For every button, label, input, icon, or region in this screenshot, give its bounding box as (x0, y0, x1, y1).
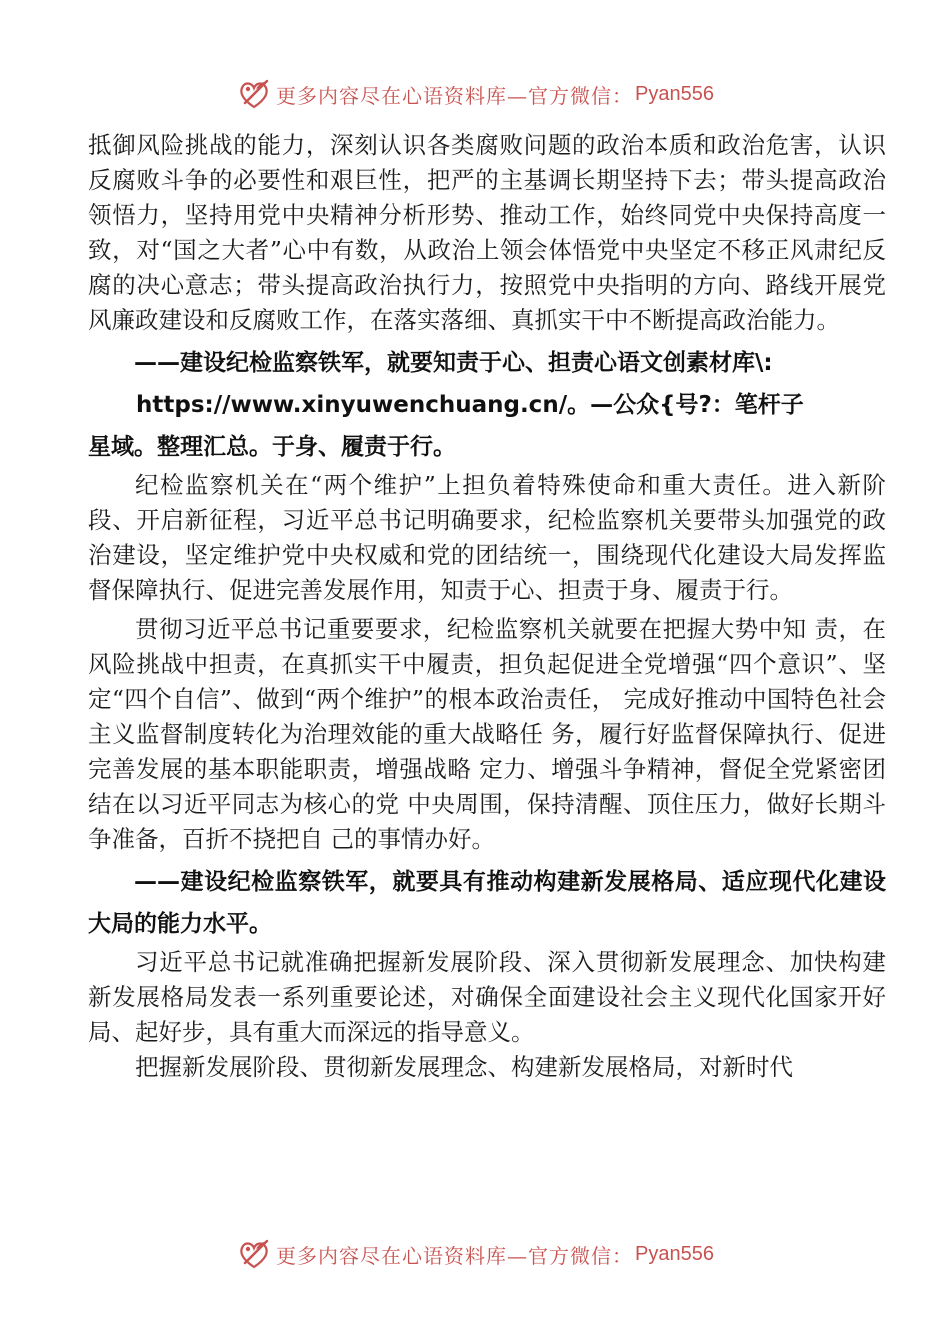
quill-heart-logo-icon (236, 1236, 272, 1272)
paragraph-4: 习近平总书记就准确把握新发展阶段、深入贯彻新发展理念、加快构建新发展格局发表一系列重要论述，对确保全面建设社会主义现代化国家开好局、起好步，具有重大而深远的指导意义。 (88, 948, 886, 1046)
paragraph-1: 抵御风险挑战的能力，深刻认识各类腐败问题的政治本质和政治危害，认识反腐败斗争的必要性和艰巨性，把严的主基调长期坚持下去；带头提高政治领悟力，坚持用党中央精神分析形势、推动工作，始终同党中央保持高度一致，对“国之大者”心中有数，从政治上领会体悟党中央坚定不移正风肃纪反腐的决心意志；带头提高政治执行力，按照党中央指明的方向、路线开展党风廉政建设和反腐败工作，在落实落细、真抓实干中不断提高政治能力。 (88, 131, 886, 334)
heading-1-line-3: 星域。整理汇总。于身、履责于行。 (88, 434, 456, 460)
page-header-banner (0, 72, 950, 116)
page-footer-banner (0, 1232, 950, 1276)
footer-banner-text: 更多内容尽在心语资料库—官方微信： (276, 1243, 634, 1268)
heading-1-url-line (88, 384, 886, 426)
quill-heart-logo-icon (236, 76, 272, 112)
heading-1-line-3-wrap (88, 426, 886, 468)
paragraph-5: 把握新发展阶段、贯彻新发展理念、构建新发展格局，对新时代 (135, 1053, 793, 1081)
heading-1-line-2: https://www.xinyuwenchuang.cn/。—公众{号?：笔杆子 (136, 392, 804, 418)
footer-wechat-id: Pyan556 (635, 1242, 714, 1265)
header-banner-text: 更多内容尽在心语资料库—官方微信： (276, 83, 634, 108)
heading-1-line-1: ——建设纪检监察铁军，就要知责于心、担责心语文创素材库\: (134, 350, 773, 376)
header-wechat-id: Pyan556 (635, 82, 714, 105)
document-body (88, 128, 886, 1085)
paragraph-3: 贯彻习近平总书记重要要求，纪检监察机关就要在把握大势中知 责，在风险挑战中担责，在真抓实干中履责，担负起促进全党增强“四个意识”、坚定“四个自信”、做到“两个维护”的根本政治责任， 完成好推动中国特色社会主义监督制度转化为治理效能的重大战略任 务，履行好监督保障执行、促进完善发展的基本职能职责，增强战略 定力、增强斗争精神，督促全党紧密团结在以习近平同志为核心的党 中央周围，保持清醒、顶住压力，做好长期斗争准备，百折不挠把自 己的事情办好。 (88, 615, 886, 853)
paragraph-2: 纪检监察机关在“两个维护”上担负着特殊使命和重大责任。进入新阶段、开启新征程，习近平总书记明确要求，纪检监察机关要带头加强党的政治建设，坚定维护党中央权威和党的团结统一，围绕现代化建设大局发挥监督保障执行、促进完善发展作用，知责于心、担责于身、履责于行。 (88, 471, 886, 604)
section-heading-1 (88, 342, 886, 384)
section-heading-2: ——建设纪检监察铁军，就要具有推动构建新发展格局、适应现代化建设大局的能力水平。 (88, 869, 886, 937)
